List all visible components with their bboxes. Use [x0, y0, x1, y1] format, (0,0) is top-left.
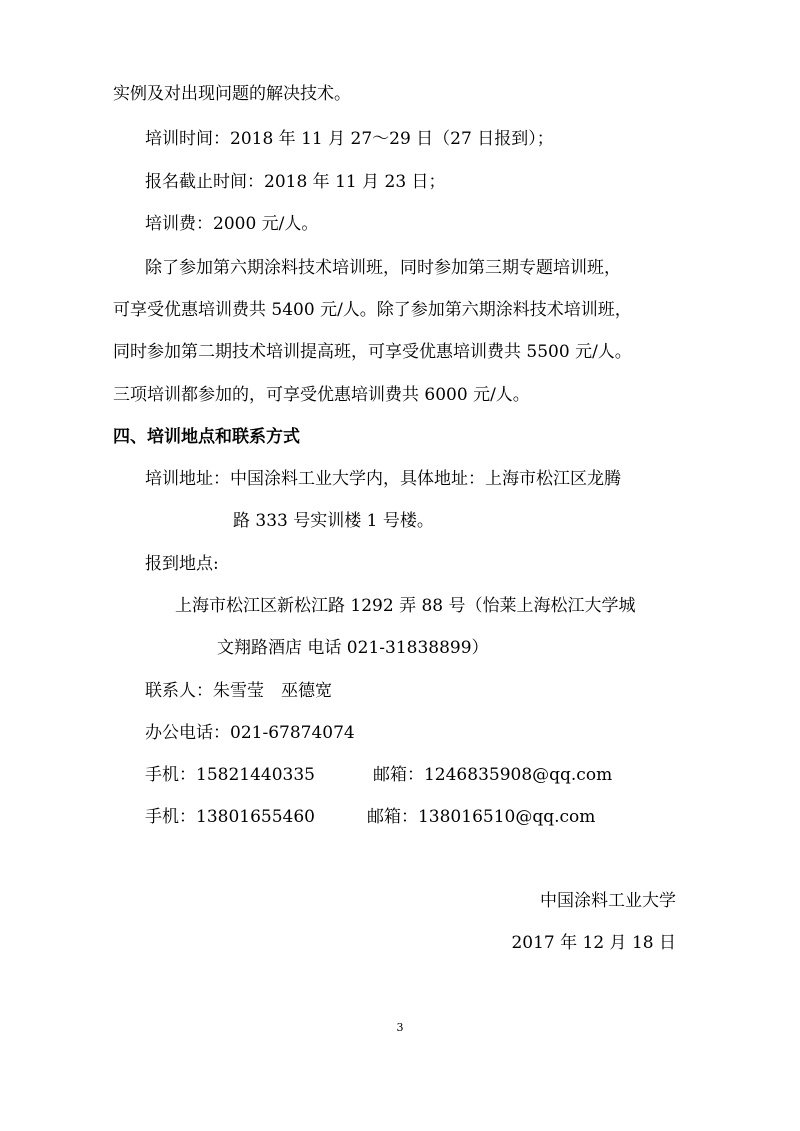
office-phone: 办公电话：021-67874074	[145, 723, 355, 743]
contact-person: 联系人：朱雪莹 巫德宽	[145, 681, 332, 701]
mobile-number: 手机：15821440335	[145, 765, 315, 785]
report-location-continued: 文翔路酒店 电话 021-31838899）	[217, 638, 489, 658]
page-number: 3	[396, 1021, 404, 1034]
signature-organization: 中国涂料工业大学	[540, 891, 676, 911]
email-address: 邮箱：138016510@qq.com	[366, 807, 596, 827]
paragraph-line: 三项培训都参加的，可享受优惠培训费共 6000 元/人。	[113, 385, 530, 405]
report-location: 上海市松江区新松江路 1292 弄 88 号（怡莱上海松江大学城	[175, 596, 636, 616]
training-time: 培训时间：2018 年 11 月 27～29 日（27 日报到）；	[145, 129, 554, 149]
registration-deadline: 报名截止时间：2018 年 11 月 23 日；	[145, 172, 446, 192]
training-address: 培训地址：中国涂料工业大学内，具体地址：上海市松江区龙腾	[145, 469, 621, 489]
paragraph-line: 可享受优惠培训费共 5400 元/人。除了参加第六期涂料技术培训班，	[113, 300, 632, 320]
signature-date: 2017 年 12 月 18 日	[511, 933, 676, 953]
contact-row	[145, 805, 595, 829]
training-address-continued: 路 333 号实训楼 1 号楼。	[233, 511, 434, 531]
email-address: 邮箱：1246835908@qq.com	[372, 765, 613, 785]
mobile-number: 手机：13801655460	[145, 807, 315, 827]
report-location-label: 报到地点:	[145, 554, 219, 574]
section-heading: 四、培训地点和联系方式	[113, 427, 300, 447]
paragraph-line: 实例及对出现问题的解决技术。	[113, 84, 351, 104]
contact-row	[145, 763, 612, 787]
paragraph-line: 除了参加第六期涂料技术培训班，同时参加第三期专题培训班，	[145, 258, 621, 278]
paragraph-line: 同时参加第二期技术培训提高班，可享受优惠培训费共 5500 元/人。	[113, 342, 632, 362]
training-fee: 培训费：2000 元/人。	[145, 214, 319, 234]
